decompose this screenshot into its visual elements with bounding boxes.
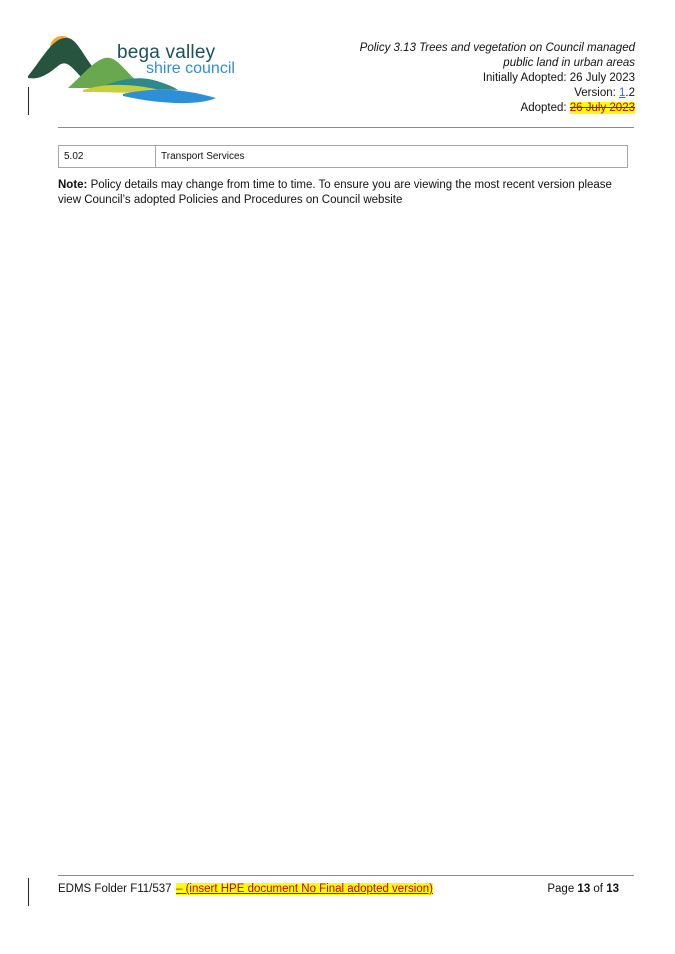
header-rule	[58, 127, 634, 128]
page-current: 13	[577, 883, 591, 895]
page-total: 13	[606, 883, 619, 895]
note-paragraph	[58, 178, 638, 208]
note-label: Note:	[58, 179, 88, 191]
blue-wave-shape	[123, 90, 216, 103]
page-number	[547, 883, 619, 895]
logo-text-bega-valley: bega valley	[117, 42, 216, 63]
version-rest: .2	[625, 87, 635, 99]
policy-title-line1: Policy 3.13 Trees and vegetation on Council managed	[359, 42, 635, 54]
version-label: Version:	[574, 87, 619, 99]
edms-folder: EDMS Folder F11/537	[58, 883, 172, 895]
footer-rule	[58, 875, 634, 876]
policy-title-line2: public land in urban areas	[503, 57, 635, 69]
logo-text-shire-council: shire council	[146, 60, 235, 77]
note-text: Policy details may change from time to time. To ensure you are viewing the most recent version please view Council’s adopted Policies and Procedures on Council website	[58, 179, 612, 206]
services-table	[58, 145, 628, 168]
table-cell-code: 5.02	[59, 146, 156, 167]
table-cell-name: Transport Services	[161, 151, 245, 162]
adopted-deleted-date: 26 July 2023	[569, 102, 635, 114]
version-inserted-text: 1	[619, 87, 626, 99]
revision-bar-bottom	[28, 878, 29, 906]
page-of: of	[590, 883, 607, 895]
page-label: Page	[547, 883, 578, 895]
adopted-label: Adopted:	[520, 102, 570, 114]
version-line	[574, 87, 635, 99]
adopted-line	[521, 102, 635, 114]
initially-adopted: Initially Adopted: 26 July 2023	[482, 72, 635, 84]
footer-inserted-note: – (insert HPE document No Final adopted version)	[176, 883, 433, 895]
revision-bar-top	[28, 87, 29, 115]
